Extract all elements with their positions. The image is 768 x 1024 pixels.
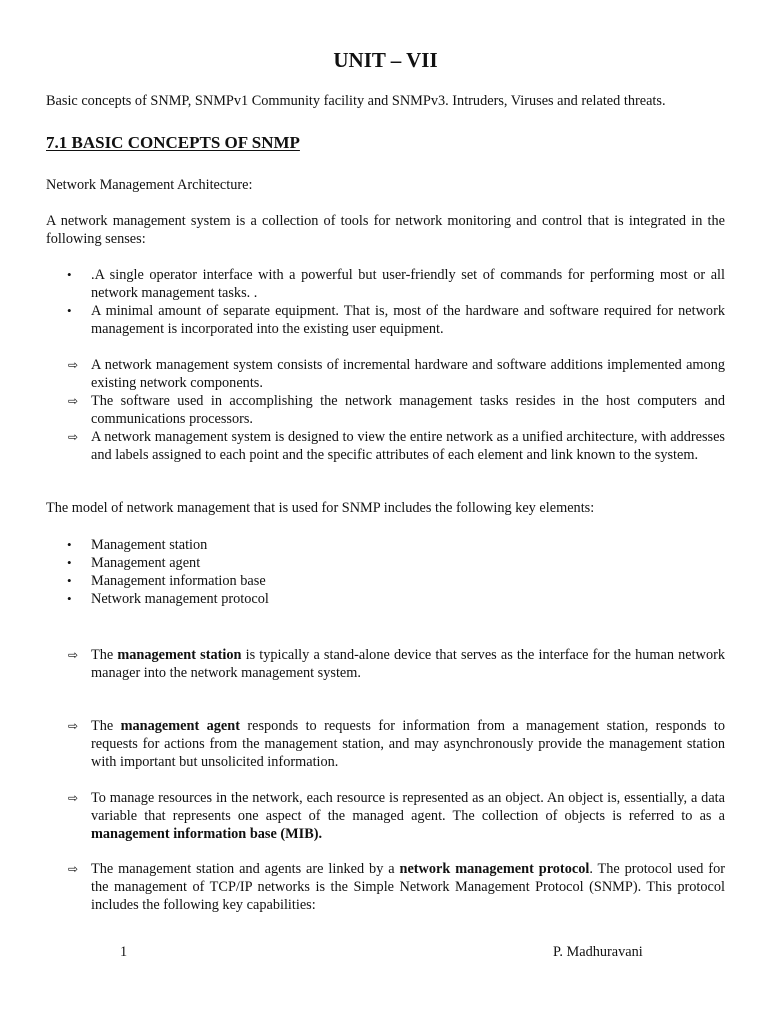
architecture-points	[46, 356, 725, 464]
bullet-icon: •	[67, 303, 72, 318]
nma-label: Network Management Architecture:	[46, 177, 253, 193]
list-item: ⇨ A network management system consists of incremental hardware and software additions implemented among existing network components.	[68, 357, 725, 391]
arrow-icon: ⇨	[68, 791, 79, 805]
bullet-icon: •	[67, 267, 72, 282]
arrow-icon: ⇨	[68, 394, 79, 408]
bullet-icon: •	[67, 537, 72, 552]
list-item: • Management agent	[67, 555, 201, 571]
arrow-icon: ⇨	[68, 648, 79, 662]
protocol-point	[46, 860, 725, 914]
mib-point	[46, 789, 725, 843]
list-item: ⇨ The software used in accomplishing the network management tasks resides in the host computers and communications processors.	[68, 393, 725, 427]
key-elements-list	[46, 536, 725, 608]
page-title: UNIT – VII	[333, 48, 438, 72]
station-point	[46, 646, 725, 682]
arrow-icon: ⇨	[68, 719, 79, 733]
section-heading: 7.1 BASIC CONCEPTS OF SNMP	[46, 133, 300, 152]
model-intro: The model of network management that is used for SNMP includes the following key elements:	[46, 500, 595, 516]
list-item: ⇨ The management station and agents are linked by a network management protocol. The protocol used for the management of TCP/IP networks is the Simple Network Management Protocol (SNMP). This protocol includes the following key capabilities:	[68, 861, 725, 913]
bullet-icon: •	[67, 573, 72, 588]
bullet-icon: •	[67, 555, 72, 570]
footer-author: P. Madhuravani	[553, 944, 643, 960]
page-number: 1	[120, 944, 128, 960]
list-item: ⇨ A network management system is designed to view the entire network as a unified architecture, with addresses and labels assigned to each point and the specific attributes of each element and link known to the system.	[68, 429, 725, 463]
list-item: • Management information base	[67, 573, 266, 589]
list-item: ⇨ The management station is typically a stand-alone device that serves as the interface for the human network manager into the network management system.	[68, 647, 725, 681]
list-item: ⇨ The management agent responds to requests for information from a management station, responds to requests for actions from the management station, and may asynchronously provide the management station with important but unsolicited information.	[68, 718, 725, 770]
bullet-icon: •	[67, 591, 72, 606]
arrow-icon: ⇨	[68, 358, 79, 372]
list-item: • Network management protocol	[67, 591, 269, 607]
document-page	[46, 0, 725, 1024]
arrow-icon: ⇨	[68, 430, 79, 444]
intro-paragraph: A network management system is a collection of tools for network monitoring and control that is integrated in the following senses:	[46, 213, 725, 247]
senses-list	[46, 266, 725, 338]
list-item: • Management station	[67, 537, 208, 553]
arrow-icon: ⇨	[68, 862, 79, 876]
list-item: ⇨ To manage resources in the network, each resource is represented as an object. An object is, essentially, a data variable that represents one aspect of the managed agent. The collection of objects is referred to as a management information base (MIB).	[68, 790, 725, 842]
list-item: • A minimal amount of separate equipment. That is, most of the hardware and software required for network management is incorporated into the existing user equipment.	[67, 303, 725, 337]
unit-subtitle: Basic concepts of SNMP, SNMPv1 Community facility and SNMPv3. Intruders, Viruses and related threats.	[46, 93, 666, 109]
agent-point	[46, 717, 725, 771]
list-item: • .A single operator interface with a powerful but user-friendly set of commands for performing most or all network management tasks. .	[67, 267, 725, 301]
